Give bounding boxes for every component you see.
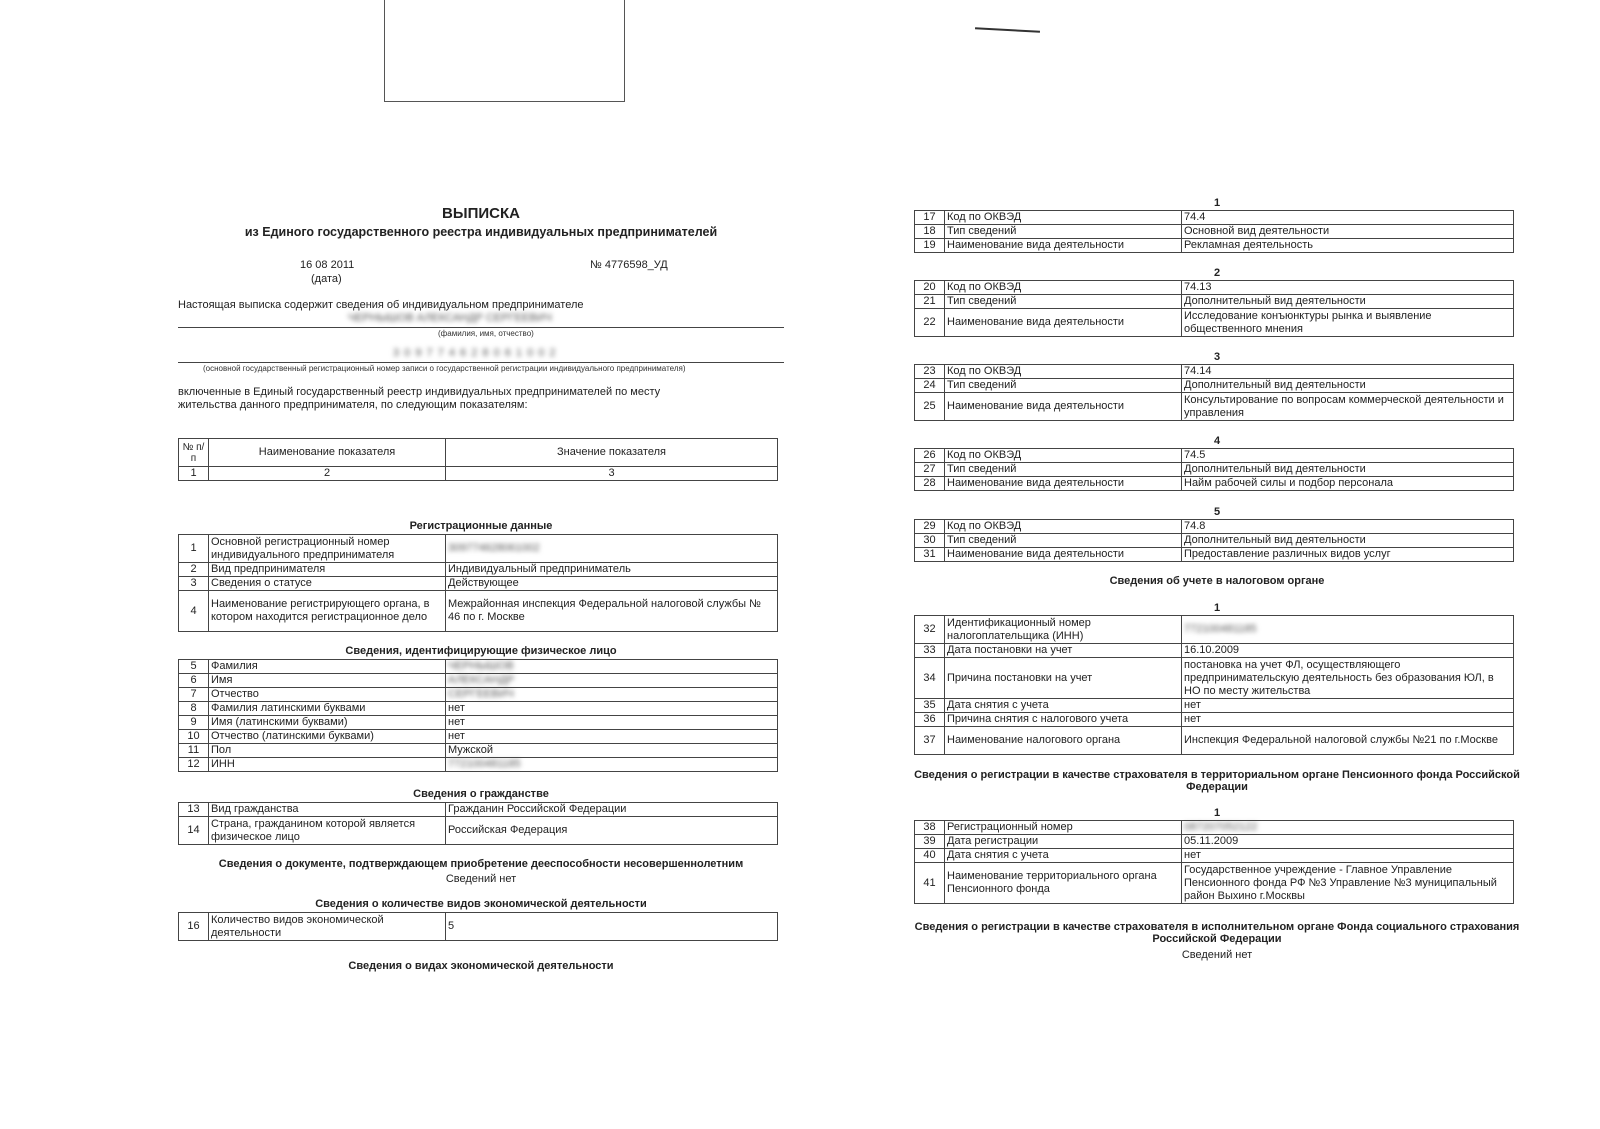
row-number: 32 bbox=[915, 616, 945, 644]
row-value: Рекламная деятельность bbox=[1182, 239, 1514, 253]
okved-table-2 bbox=[914, 280, 1514, 337]
col-index-2: 2 bbox=[209, 467, 446, 481]
okved-group-label: 3 bbox=[1213, 351, 1221, 363]
pension-table bbox=[914, 820, 1514, 904]
document-number: № 4776598_УД bbox=[590, 259, 668, 271]
row-number: 13 bbox=[179, 803, 209, 817]
row-number: 26 bbox=[915, 449, 945, 463]
row-number: 16 bbox=[179, 913, 209, 941]
section-registration: Регистрационные данные bbox=[409, 520, 553, 532]
row-label: Сведения о статусе bbox=[209, 577, 446, 591]
col-value-header: Значение показателя bbox=[446, 439, 778, 467]
section-tax-registration: Сведения об учете в налоговом органе bbox=[1109, 575, 1325, 587]
section-social-insurance: Сведения о регистрации в качестве страхователя в исполнительном органе Фонда социального страхования Российской Федерации bbox=[914, 921, 1520, 945]
row-number: 40 bbox=[915, 849, 945, 863]
row-value: Инспекция Федеральной налоговой службы №21 по г.Москве bbox=[1182, 727, 1514, 755]
row-value: Российская Федерация bbox=[446, 817, 778, 845]
row-value: нет bbox=[446, 702, 778, 716]
row-value: Мужской bbox=[446, 744, 778, 758]
okved-table-4 bbox=[914, 448, 1514, 491]
row-number: 33 bbox=[915, 644, 945, 658]
ogrnip-number: 3 0 9 7 7 4 6 2 8 0 6 1 0 0 2 bbox=[393, 347, 557, 359]
row-label: Наименование вида деятельности bbox=[945, 477, 1182, 491]
row-value: Основной вид деятельности bbox=[1182, 225, 1514, 239]
row-number: 2 bbox=[179, 563, 209, 577]
row-value: Индивидуальный предприниматель bbox=[446, 563, 778, 577]
row-value: Дополнительный вид деятельности bbox=[1182, 379, 1514, 393]
inn-value: 772100481185 bbox=[1182, 616, 1514, 644]
row-label: Код по ОКВЭД bbox=[945, 449, 1182, 463]
row-label: Тип сведений bbox=[945, 463, 1182, 477]
row-value: нет bbox=[1182, 713, 1514, 727]
row-label: Пол bbox=[209, 744, 446, 758]
row-label: Имя (латинскими буквами) bbox=[209, 716, 446, 730]
row-value: 74.13 bbox=[1182, 281, 1514, 295]
first-name-value: АЛЕКСАНДР bbox=[446, 674, 778, 688]
row-label: Код по ОКВЭД bbox=[945, 281, 1182, 295]
name-rule bbox=[178, 327, 784, 328]
row-value: 74.4 bbox=[1182, 211, 1514, 225]
citizenship-table bbox=[178, 802, 778, 845]
col-index-1: 1 bbox=[179, 467, 209, 481]
tax-table bbox=[914, 615, 1514, 755]
included-text-2: жительства данного предпринимателя, по следующим показателям: bbox=[178, 399, 528, 411]
pen-mark bbox=[975, 27, 1040, 32]
row-label: Код по ОКВЭД bbox=[945, 365, 1182, 379]
row-number: 21 bbox=[915, 295, 945, 309]
name-caption: (фамилия, имя, отчество) bbox=[438, 329, 534, 338]
okved-group-label: 5 bbox=[1213, 506, 1221, 518]
row-label: Вид гражданства bbox=[209, 803, 446, 817]
document-subtitle: из Единого государственного реестра индивидуальных предпринимателей bbox=[244, 225, 718, 239]
row-value: Консультирование по вопросам коммерческой деятельности и управления bbox=[1182, 393, 1514, 421]
row-label: Фамилия bbox=[209, 660, 446, 674]
row-number: 12 bbox=[179, 758, 209, 772]
section-identification: Сведения, идентифицирующие физическое лицо bbox=[345, 645, 617, 657]
row-label: Наименование налогового органа bbox=[945, 727, 1182, 755]
columns-header-table bbox=[178, 438, 778, 481]
row-number: 6 bbox=[179, 674, 209, 688]
row-value: Действующее bbox=[446, 577, 778, 591]
row-value: Дополнительный вид деятельности bbox=[1182, 295, 1514, 309]
row-value: постановка на учет ФЛ, осуществляющего предпринимательскую деятельность без образования ЮЛ, в НО по месту жительства bbox=[1182, 658, 1514, 699]
row-label: Дата снятия с учета bbox=[945, 849, 1182, 863]
col-name-header: Наименование показателя bbox=[209, 439, 446, 467]
row-number: 3 bbox=[179, 577, 209, 591]
stamp-frame bbox=[384, 0, 625, 102]
section-capacity-document: Сведения о документе, подтверждающем приобретение дееспособности несовершеннолетним bbox=[218, 858, 744, 870]
pension-group-label: 1 bbox=[1213, 807, 1221, 819]
row-number: 30 bbox=[915, 534, 945, 548]
row-number: 11 bbox=[179, 744, 209, 758]
surname-value: ЧЕРНЫШОВ bbox=[446, 660, 778, 674]
document-title: ВЫПИСКА bbox=[442, 205, 520, 222]
row-label: Тип сведений bbox=[945, 534, 1182, 548]
row-value: нет bbox=[446, 730, 778, 744]
entrepreneur-name: ЧЕРНЫШОВ АЛЕКСАНДР СЕРГЕЕВИЧ bbox=[348, 312, 552, 324]
row-label: Фамилия латинскими буквами bbox=[209, 702, 446, 716]
row-value: Государственное учреждение - Главное Управление Пенсионного фонда РФ №3 Управление №3 муниципальный район Выхино г.Москвы bbox=[1182, 863, 1514, 904]
row-label: Количество видов экономической деятельности bbox=[209, 913, 446, 941]
row-value: Исследование конъюнктуры рынка и выявление общественного мнения bbox=[1182, 309, 1514, 337]
row-number: 23 bbox=[915, 365, 945, 379]
section-citizenship: Сведения о гражданстве bbox=[413, 788, 549, 800]
row-number: 20 bbox=[915, 281, 945, 295]
activity-count-table bbox=[178, 912, 778, 941]
ogrnip-value: 309774628061002 bbox=[446, 535, 778, 563]
row-label: Наименование регистрирующего органа, в котором находится регистрационное дело bbox=[209, 591, 446, 632]
issue-date: 16 08 2011 bbox=[300, 259, 355, 271]
row-label: Дата постановки на учет bbox=[945, 644, 1182, 658]
row-value: Дополнительный вид деятельности bbox=[1182, 534, 1514, 548]
row-label: Идентификационный номер налогоплательщика (ИНН) bbox=[945, 616, 1182, 644]
row-value: 16.10.2009 bbox=[1182, 644, 1514, 658]
row-number: 18 bbox=[915, 225, 945, 239]
row-number: 27 bbox=[915, 463, 945, 477]
row-value: Гражданин Российской Федерации bbox=[446, 803, 778, 817]
okved-table-3 bbox=[914, 364, 1514, 421]
row-number: 36 bbox=[915, 713, 945, 727]
ogrnip-caption: (основной государственный регистрационный номер записи о государственной регистрации индивидуального предпринимателя) bbox=[203, 364, 686, 373]
row-number: 9 bbox=[179, 716, 209, 730]
row-number: 14 bbox=[179, 817, 209, 845]
row-value: 74.14 bbox=[1182, 365, 1514, 379]
row-label: Причина снятия с налогового учета bbox=[945, 713, 1182, 727]
tax-group-label: 1 bbox=[1213, 602, 1221, 614]
section-activity-kinds: Сведения о видах экономической деятельности bbox=[348, 960, 614, 972]
row-value: Дополнительный вид деятельности bbox=[1182, 463, 1514, 477]
row-label: Тип сведений bbox=[945, 225, 1182, 239]
row-label: Наименование вида деятельности bbox=[945, 239, 1182, 253]
row-value: 74.8 bbox=[1182, 520, 1514, 534]
inn-value: 772100481185 bbox=[446, 758, 778, 772]
row-number: 34 bbox=[915, 658, 945, 699]
okved-table-1 bbox=[914, 210, 1514, 253]
row-number: 35 bbox=[915, 699, 945, 713]
row-value: нет bbox=[446, 716, 778, 730]
row-label: Регистрационный номер bbox=[945, 821, 1182, 835]
patronymic-value: СЕРГЕЕВИЧ bbox=[446, 688, 778, 702]
row-value: Предоставление различных видов услуг bbox=[1182, 548, 1514, 562]
row-number: 17 bbox=[915, 211, 945, 225]
row-label: Тип сведений bbox=[945, 295, 1182, 309]
section-activity-count: Сведения о количестве видов экономической деятельности bbox=[315, 898, 647, 910]
social-insurance-none: Сведений нет bbox=[1181, 949, 1253, 961]
row-label: Код по ОКВЭД bbox=[945, 211, 1182, 225]
date-caption: (дата) bbox=[311, 273, 342, 285]
row-number: 7 bbox=[179, 688, 209, 702]
row-label: Дата регистрации bbox=[945, 835, 1182, 849]
ogrnip-rule bbox=[178, 362, 784, 363]
okved-group-label: 2 bbox=[1213, 267, 1221, 279]
row-number: 22 bbox=[915, 309, 945, 337]
row-label: Тип сведений bbox=[945, 379, 1182, 393]
capacity-document-none: Сведений нет bbox=[445, 873, 517, 885]
section-pension-fund: Сведения о регистрации в качестве страхователя в территориальном органе Пенсионного фонда Российской Федерации bbox=[914, 769, 1520, 793]
row-number: 28 bbox=[915, 477, 945, 491]
row-label: Дата снятия с учета bbox=[945, 699, 1182, 713]
row-label: Имя bbox=[209, 674, 446, 688]
included-text-1: включенные в Единый государственный реестр индивидуальных предпринимателей по месту bbox=[178, 386, 661, 398]
row-label: Наименование вида деятельности bbox=[945, 393, 1182, 421]
row-label: Страна, гражданином которой является физическое лицо bbox=[209, 817, 446, 845]
row-number: 38 bbox=[915, 821, 945, 835]
row-number: 10 bbox=[179, 730, 209, 744]
row-number: 8 bbox=[179, 702, 209, 716]
row-label: Наименование вида деятельности bbox=[945, 548, 1182, 562]
row-label: Отчество bbox=[209, 688, 446, 702]
registration-table bbox=[178, 534, 778, 632]
row-number: 37 bbox=[915, 727, 945, 755]
row-number: 19 bbox=[915, 239, 945, 253]
row-value: 5 bbox=[446, 913, 778, 941]
okved-group-label: 4 bbox=[1213, 435, 1221, 447]
row-number: 41 bbox=[915, 863, 945, 904]
row-number: 4 bbox=[179, 591, 209, 632]
row-value: 74.5 bbox=[1182, 449, 1514, 463]
row-label: Наименование территориального органа Пенсионного фонда bbox=[945, 863, 1182, 904]
row-value: нет bbox=[1182, 849, 1514, 863]
row-value: Межрайонная инспекция Федеральной налоговой службы № 46 по г. Москве bbox=[446, 591, 778, 632]
row-label: Отчество (латинскими буквами) bbox=[209, 730, 446, 744]
pension-reg-number: 087207052122 bbox=[1182, 821, 1514, 835]
okved-group-label: 1 bbox=[1213, 197, 1221, 209]
row-number: 25 bbox=[915, 393, 945, 421]
row-number: 39 bbox=[915, 835, 945, 849]
row-number: 29 bbox=[915, 520, 945, 534]
intro-text: Настоящая выписка содержит сведения об индивидуальном предпринимателе bbox=[178, 299, 584, 311]
row-number: 1 bbox=[179, 535, 209, 563]
row-label: Основной регистрационный номер индивидуального предпринимателя bbox=[209, 535, 446, 563]
row-value: нет bbox=[1182, 699, 1514, 713]
row-number: 31 bbox=[915, 548, 945, 562]
row-value: 05.11.2009 bbox=[1182, 835, 1514, 849]
row-number: 24 bbox=[915, 379, 945, 393]
row-number: 5 bbox=[179, 660, 209, 674]
row-label: Вид предпринимателя bbox=[209, 563, 446, 577]
row-label: Код по ОКВЭД bbox=[945, 520, 1182, 534]
row-label: Наименование вида деятельности bbox=[945, 309, 1182, 337]
col-num-header: № п/п bbox=[179, 439, 209, 467]
row-label: ИНН bbox=[209, 758, 446, 772]
okved-table-5 bbox=[914, 519, 1514, 562]
identification-table bbox=[178, 659, 778, 772]
row-value: Найм рабочей силы и подбор персонала bbox=[1182, 477, 1514, 491]
row-label: Причина постановки на учет bbox=[945, 658, 1182, 699]
col-index-3: 3 bbox=[446, 467, 778, 481]
